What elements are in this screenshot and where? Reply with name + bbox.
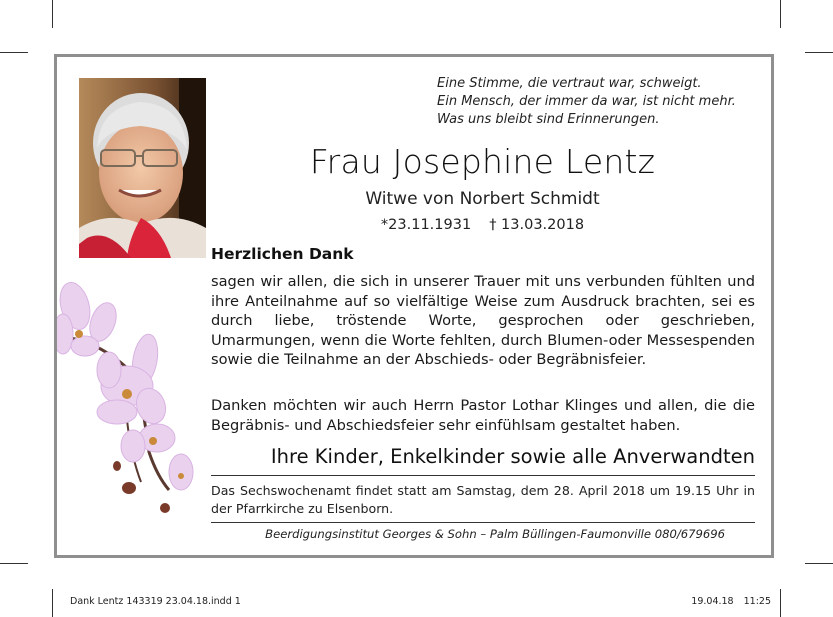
print-time: 11:25 <box>743 596 771 607</box>
divider <box>211 475 755 476</box>
crop-mark <box>805 52 833 53</box>
thanks-paragraph: Danken möchten wir auch Herrn Pastor Lothar Klinges und allen, die die Begräbnis- und Abschiedsfeier sehr einfühlsam gestaltet haben. <box>211 397 755 434</box>
death-date: † 13.03.2018 <box>489 217 585 233</box>
portrait-photo <box>79 78 206 258</box>
crop-mark <box>780 589 781 617</box>
undertaker-line: Beerdigungsinstitut Georges & Sohn – Palm Büllingen-Faumonville 080/679696 <box>265 527 725 541</box>
quote-line: Eine Stimme, die vertraut war, schweigt. <box>437 76 702 91</box>
life-dates <box>210 215 755 235</box>
crop-mark <box>780 0 781 28</box>
orchid-decoration <box>57 276 197 516</box>
birth-date: *23.11.1931 <box>380 217 472 233</box>
print-timestamp <box>681 596 771 607</box>
widow-of-line: Witwe von Norbert Schmidt <box>365 189 600 209</box>
file-slug: Dank Lentz 143319 23.04.18.indd 1 <box>70 596 241 607</box>
quote-line: Ein Mensch, der immer da war, ist nicht mehr. <box>437 94 736 109</box>
crop-mark <box>52 589 53 617</box>
crop-mark <box>805 563 833 564</box>
print-date: 19.04.18 <box>691 596 734 607</box>
quote-line: Was uns bleibt sind Erinnerungen. <box>437 112 660 127</box>
memorial-quote <box>437 75 767 129</box>
family-signature: Ihre Kinder, Enkelkinder sowie alle Anverwandten <box>270 445 755 468</box>
crop-mark <box>0 563 28 564</box>
divider <box>211 522 755 523</box>
thanks-paragraph: sagen wir allen, die sich in unserer Trauer mit uns verbunden fühlten und ihre Anteilnahme auf so vielfältige Weise zum Ausdruck brachten, sei es durch liebe, tröstende Worte, gesprochen oder geschrieben, Umarmungen, wenn die Worte fehlten, durch Blumen-oder Messespenden sowie die Teilnahme an der Abschieds- oder Begräbnisfeier. <box>211 273 755 369</box>
thanks-heading: Herzlichen Dank <box>211 245 354 263</box>
crop-mark <box>0 52 28 53</box>
crop-mark <box>52 0 53 28</box>
mass-notice: Das Sechswochenamt findet statt am Samstag, dem 28. April 2018 um 19.15 Uhr in der Pfarrkirche zu Elsenborn. <box>211 483 755 516</box>
deceased-name: Frau Josephine Lentz <box>309 142 656 181</box>
